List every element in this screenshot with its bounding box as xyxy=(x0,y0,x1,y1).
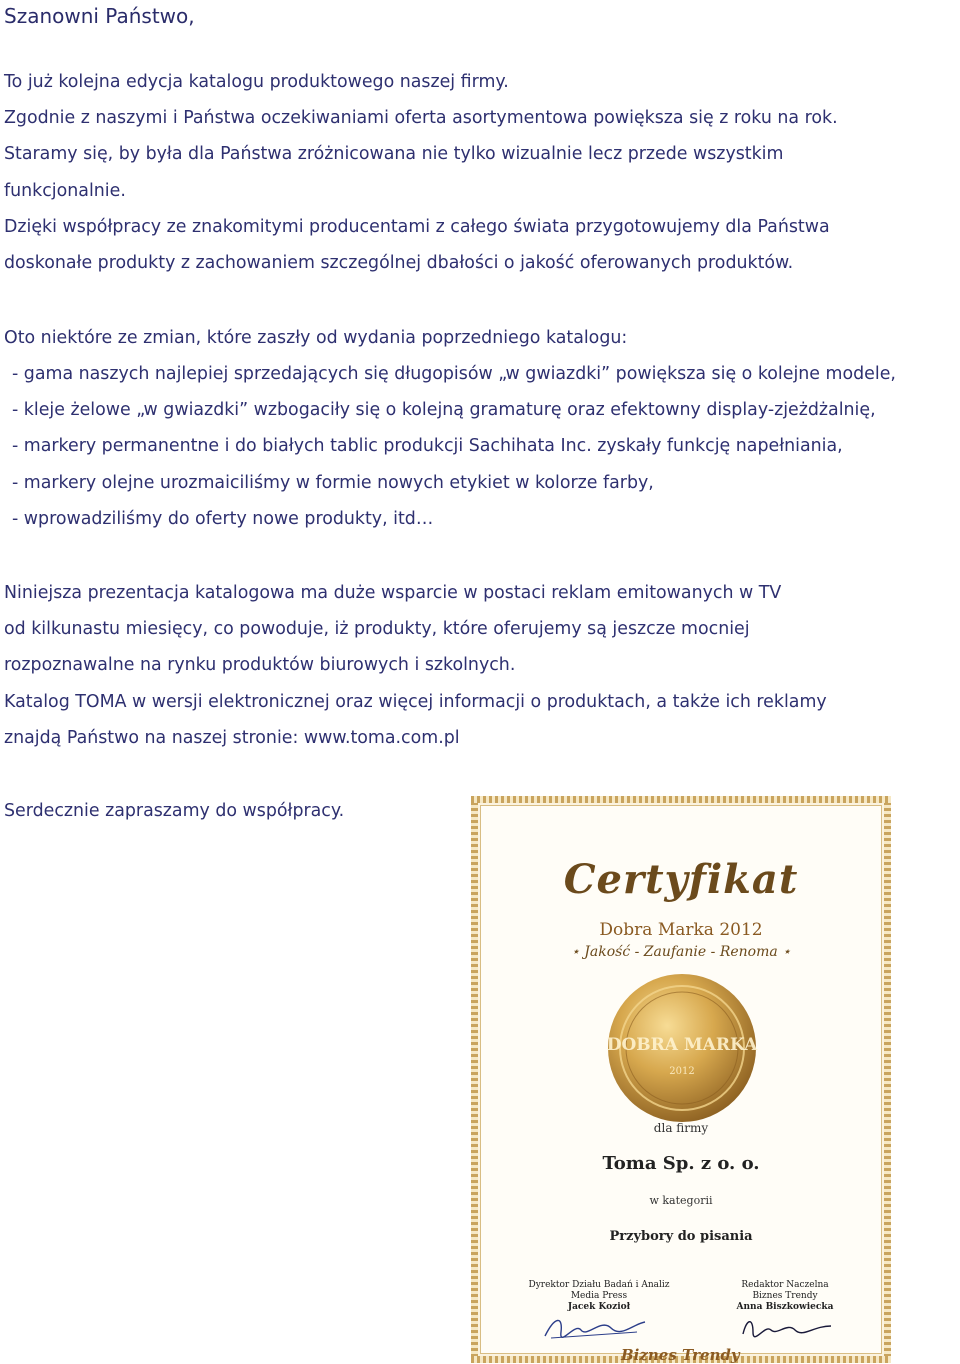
changes-intro-line: Oto niektóre ze zmian, które zaszły od wydania poprzedniego katalogu: xyxy=(4,328,628,348)
changes-list xyxy=(12,356,896,537)
signatory-role: Redaktor Naczelna xyxy=(741,1280,829,1290)
list-item: - gama naszych najlepiej sprzedających się długopisów „w gwiazdki” powiększa się o kolejne modele, xyxy=(12,364,896,384)
intro-line: To już kolejna edycja katalogu produktowego naszej firmy. xyxy=(4,72,509,92)
brand-mark: Biznes Trendy xyxy=(621,1346,740,1364)
gold-medal-icon xyxy=(602,968,762,1128)
changes-intro xyxy=(4,320,627,356)
intro-line: Dzięki współpracy ze znakomitymi producentami z całego świata przygotowujemy dla Państwa xyxy=(4,216,830,237)
right-signature-block xyxy=(700,1280,870,1313)
signatory-role: Dyrektor Działu Badań i Analiz xyxy=(528,1280,670,1290)
intro-line: Zgodnie z naszymi i Państwa oczekiwaniami oferta asortymentowa powiększa się z roku na rok. xyxy=(4,108,838,129)
closing-text: Serdecznie zapraszamy do współpracy. xyxy=(4,801,345,821)
signatory-name: Jacek Kozioł xyxy=(567,1302,631,1312)
promo-line: od kilkunastu miesięcy, co powoduje, iż produkty, które oferujemy są jeszcze mocniej xyxy=(4,619,750,640)
intro-line: doskonałe produkty z zachowaniem szczególnej dbałości o jakość oferowanych produktów. xyxy=(4,253,794,274)
certificate-title: Certyfikat xyxy=(563,856,799,903)
left-signature-icon xyxy=(541,1312,651,1342)
intro-line: funkcjonalnie. xyxy=(4,180,126,201)
certificate xyxy=(471,796,891,1363)
category-name: Przybory do pisania xyxy=(609,1229,753,1244)
promo-line: Katalog TOMA w wersji elektronicznej oraz więcej informacji o produktach, a także ich reklamy xyxy=(4,691,827,712)
list-item: - kleje żelowe „w gwiazdki” wzbogaciły się o kolejną gramaturę oraz efektowny display-zjeżdżalnię, xyxy=(12,400,876,421)
left-signature-block xyxy=(514,1280,684,1313)
medal-year: 2012 xyxy=(669,1066,695,1077)
intro-paragraph xyxy=(4,64,838,281)
company-name: Toma Sp. z o. o. xyxy=(602,1153,760,1174)
list-item: - markery olejne urozmaiciliśmy w formie nowych etykiet w kolorze farby, xyxy=(12,472,654,493)
award-tagline: ⋆ Jakość - Zaufanie - Renoma ⋆ xyxy=(571,944,791,960)
greeting-heading: Szanowni Państwo, xyxy=(4,4,195,28)
right-signature-icon xyxy=(739,1312,839,1342)
award-name: Dobra Marka 2012 xyxy=(599,920,763,940)
intro-line: Staramy się, by była dla Państwa zróżnicowana nie tylko wizualnie lecz przede wszystkim xyxy=(4,144,784,165)
in-category-label: w kategorii xyxy=(649,1194,713,1207)
closing-line xyxy=(4,793,344,829)
medal-text: DOBRA MARKA xyxy=(606,1035,758,1055)
promo-line: rozpoznawalne na rynku produktów biurowych i szkolnych. xyxy=(4,655,516,676)
promo-paragraph xyxy=(4,575,827,756)
promo-line: znajdą Państwo na naszej stronie: www.toma.com.pl xyxy=(4,727,460,748)
promo-line: Niniejsza prezentacja katalogowa ma duże wsparcie w postaci reklam emitowanych w TV xyxy=(4,583,782,603)
list-item: - wprowadziliśmy do oferty nowe produkty, itd… xyxy=(12,508,434,529)
signatory-org: Media Press xyxy=(570,1291,628,1301)
list-item: - markery permanentne i do białych tablic produkcji Sachihata Inc. zyskały funkcję napełniania, xyxy=(12,436,843,457)
signatory-name: Anna Biszkowiecka xyxy=(736,1302,834,1312)
certificate-inner xyxy=(480,805,882,1364)
signatory-org: Biznes Trendy xyxy=(752,1291,818,1301)
for-firm-label: dla firmy xyxy=(653,1121,709,1135)
